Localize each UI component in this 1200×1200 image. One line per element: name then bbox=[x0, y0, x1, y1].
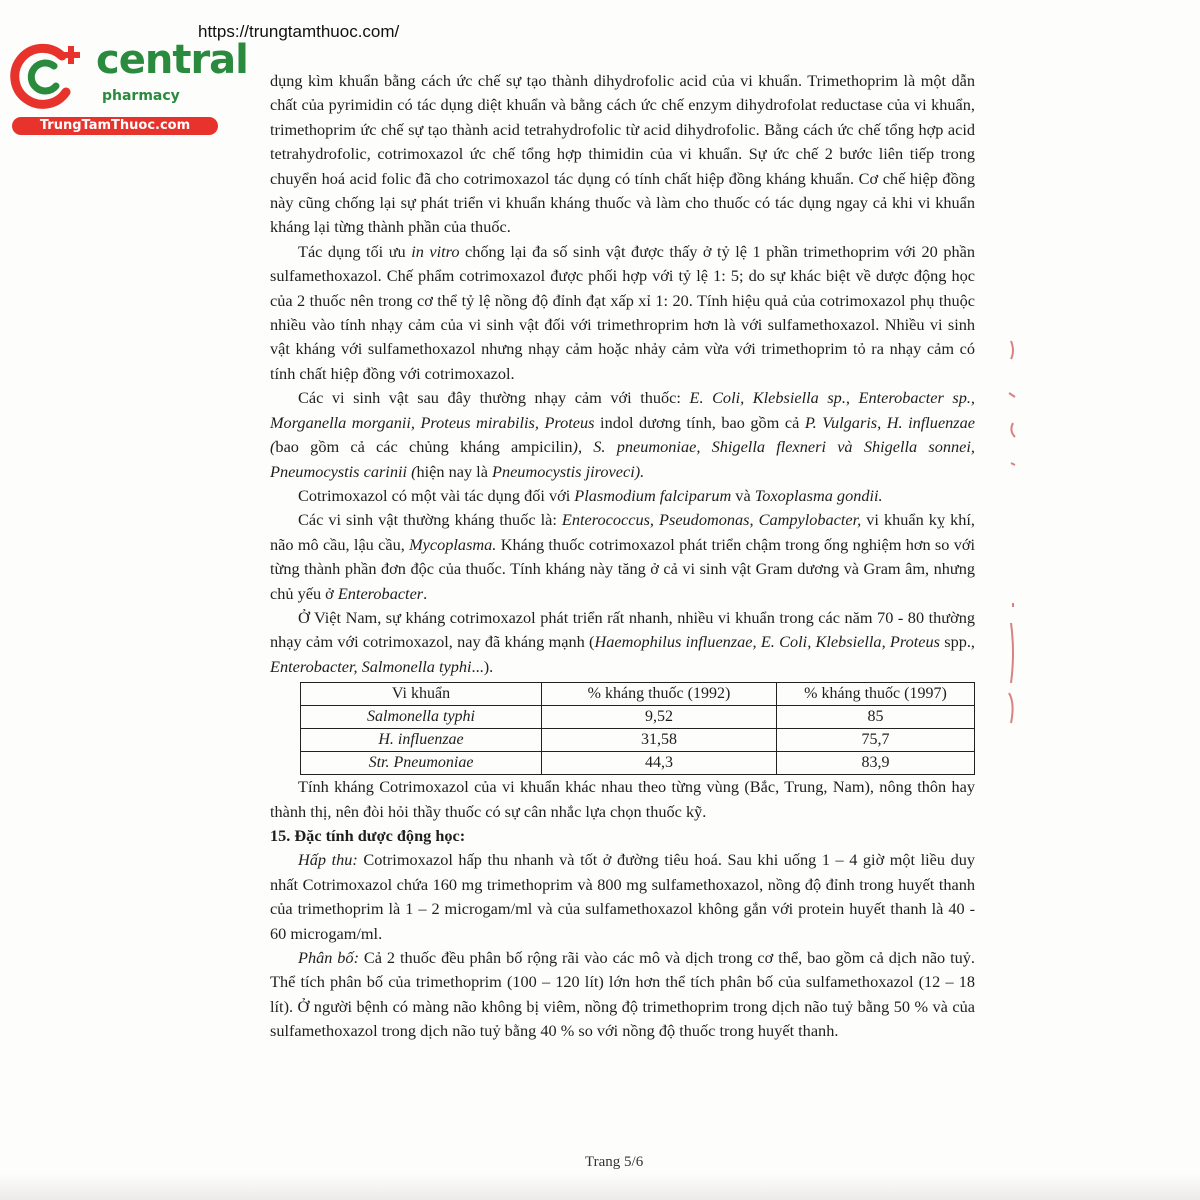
table-header-cell: % kháng thuốc (1992) bbox=[542, 683, 777, 706]
paragraph-regional-resistance: Tính kháng Cotrimoxazol của vi khuẩn khác nhau theo từng vùng (Bắc, Trung, Nam), nông thôn hay thành thị, nên đòi hỏi thầy thuốc có sự cân nhắc lựa chọn thuốc kỹ. bbox=[270, 777, 975, 821]
margin-stamp-mark bbox=[1001, 333, 1025, 733]
resistance-1992-cell: 9,52 bbox=[542, 706, 777, 729]
table-header-cell: Vi khuẩn bbox=[301, 683, 542, 706]
bacteria-cell: H. influenzae bbox=[301, 729, 542, 752]
resistance-1992-cell: 31,58 bbox=[542, 729, 777, 752]
paragraph-mechanism: dụng kìm khuẩn bằng cách ức chế sự tạo thành dihydrofolic acid của vi khuẩn. Trimethoprim là một dẫn chất của pyrimidin có tác dụng diệt khuẩn và bằng cách ức chế enzym dihydrofolat reductase của vi khuẩn, trimethoprim ức chế sự tạo thành acid tetrahydrofolic từ acid dihydrofolic. Bằng cách ức chế tổng hợp acid tetrahydrofolic, cotrimoxazol ức chế tổng hợp thimidin của vi khuẩn. Sự ức chế 2 bước liên tiếp trong chuyển hoá acid folic đã cho cotrimoxazol tác dụng có tính chất hiệp đồng kháng khuẩn. Cơ chế hiệp đồng này cũng chống lại sự phát triển vi khuẩn kháng thuốc và làm cho thuốc có tác dụng ngay cả khi vi khuẩn kháng lại từng thành phần của thuốc. bbox=[270, 71, 975, 237]
pharmacy-logo-icon bbox=[10, 40, 90, 112]
central-pharmacy-logo[interactable] bbox=[10, 37, 248, 138]
resistance-1992-cell: 44,3 bbox=[542, 752, 777, 775]
paragraph-distribution: Phân bố: Cả 2 thuốc đều phân bố rộng rãi vào các mô và dịch trong cơ thể, bao gồm cả dịch não tuỷ. Thể tích phân bố của trimethoprim (100 – 120 lít) lớn hơn thể tích phân bố của sulfamethoxazol (12 – 18 lít). Ở người bệnh có màng não không bị viêm, nồng độ trimethoprim trong dịch não tuỷ bằng 50 % và của sulfamethoxazol trong dịch não tuỷ bằng 40 % so với nồng độ thuốc trong huyết thanh. bbox=[270, 948, 975, 1041]
table-row bbox=[301, 706, 975, 729]
brand-name: central bbox=[96, 37, 248, 83]
paragraph-sensitive-organisms: Các vi sinh vật sau đây thường nhạy cảm với thuốc: E. Coli, Klebsiella sp., Enterobacter sp., Morganella morganii, Proteus mirabilis, Proteus indol dương tính, bao gồm cả P. Vulgaris, H. influenzae (bao gồm cả các chủng kháng ampicilin), S. pneumoniae, Shigella flexneri và Shigella sonnei, Pneumocystis carinii (hiện nay là Pneumocystis jiroveci). bbox=[270, 388, 976, 481]
resistance-table bbox=[300, 682, 975, 775]
paragraph-plasmodium: Cotrimoxazol có một vài tác dụng đối với Plasmodium falciparum và Toxoplasma gondii. bbox=[298, 485, 883, 505]
table-row bbox=[301, 729, 975, 752]
source-url[interactable]: https://trungtamthuoc.com/ bbox=[198, 22, 400, 41]
resistance-1997-cell: 83,9 bbox=[777, 752, 975, 775]
paragraph-absorption: Hấp thu: Cotrimoxazol hấp thu nhanh và tốt ở đường tiêu hoá. Sau khi uống 1 – 4 giờ một liều duy nhất Cotrimoxazol chứa 160 mg trimethoprim và 800 mg sulfamethoxazol, nồng độ đỉnh trong huyết thanh của trimethoprim là 1 – 2 microgam/ml và của sulfamethoxazol không gắn với protein huyết thanh là 40 - 60 microgam/ml. bbox=[270, 850, 975, 943]
brand-site-badge: TrungTamThuoc.com bbox=[12, 117, 218, 135]
resistance-1997-cell: 85 bbox=[777, 706, 975, 729]
table-header-cell: % kháng thuốc (1997) bbox=[777, 683, 975, 706]
brand-subtitle: pharmacy bbox=[102, 88, 180, 104]
paragraph-vietnam-resistance: Ở Việt Nam, sự kháng cotrimoxazol phát triển rất nhanh, nhiều vi khuẩn trong các năm 70 - 80 thường nhạy cảm với cotrimoxazol, nay đã kháng mạnh (Haemophilus influenzae, E. Coli, Klebsiella, Proteus spp., Enterobacter, Salmonella typhi...). bbox=[270, 607, 975, 676]
section-heading-pharmacokinetics: 15. Đặc tính dược động học: bbox=[270, 825, 466, 845]
paragraph-in-vitro: Tác dụng tối ưu in vitro chống lại đa số sinh vật được thấy ở tỷ lệ 1 phần trimethoprim với 20 phần sulfamethoxazol. Chế phẩm cotrimoxazol được phối hợp với tỷ lệ 1: 5; do sự khác biệt về dược động học của 2 thuốc nên trong cơ thể tỷ lệ nồng độ đỉnh đạt xấp xỉ 1: 20. Tính hiệu quả của cotrimoxazol phụ thuộc nhiều vào tính nhạy cảm của vi sinh vật đối với trimethroprim hơn là với sulfamethoxazol. Nhiều vi sinh vật kháng với sulfamethoxazol nhưng nhạy cảm hoặc nhảy cảm vừa với trimethoprim tỏ ra nhạy cảm có tính chất hiệp đồng với cotrimoxazol. bbox=[270, 241, 975, 383]
document-body bbox=[270, 69, 975, 1044]
page-number: Trang 5/6 bbox=[585, 1154, 644, 1170]
bacteria-cell: Str. Pneumoniae bbox=[301, 752, 542, 775]
bacteria-cell: Salmonella typhi bbox=[301, 706, 542, 729]
table-header-row bbox=[301, 683, 975, 706]
resistance-1997-cell: 75,7 bbox=[777, 729, 975, 752]
scan-bottom-edge bbox=[0, 1174, 1200, 1200]
paragraph-resistant-organisms: Các vi sinh vật thường kháng thuốc là: Enterococcus, Pseudomonas, Campylobacter, vi khuẩn kỵ khí, não mô cầu, lậu cầu, Mycoplasma. Kháng thuốc cotrimoxazol phát triển chậm trong ống nghiệm hơn so với từng thành phần đơn độc của thuốc. Tính kháng này tăng ở cả vi sinh vật Gram dương và Gram âm, nhưng chủ yếu ở Enterobacter. bbox=[270, 510, 975, 603]
table-row bbox=[301, 752, 975, 775]
